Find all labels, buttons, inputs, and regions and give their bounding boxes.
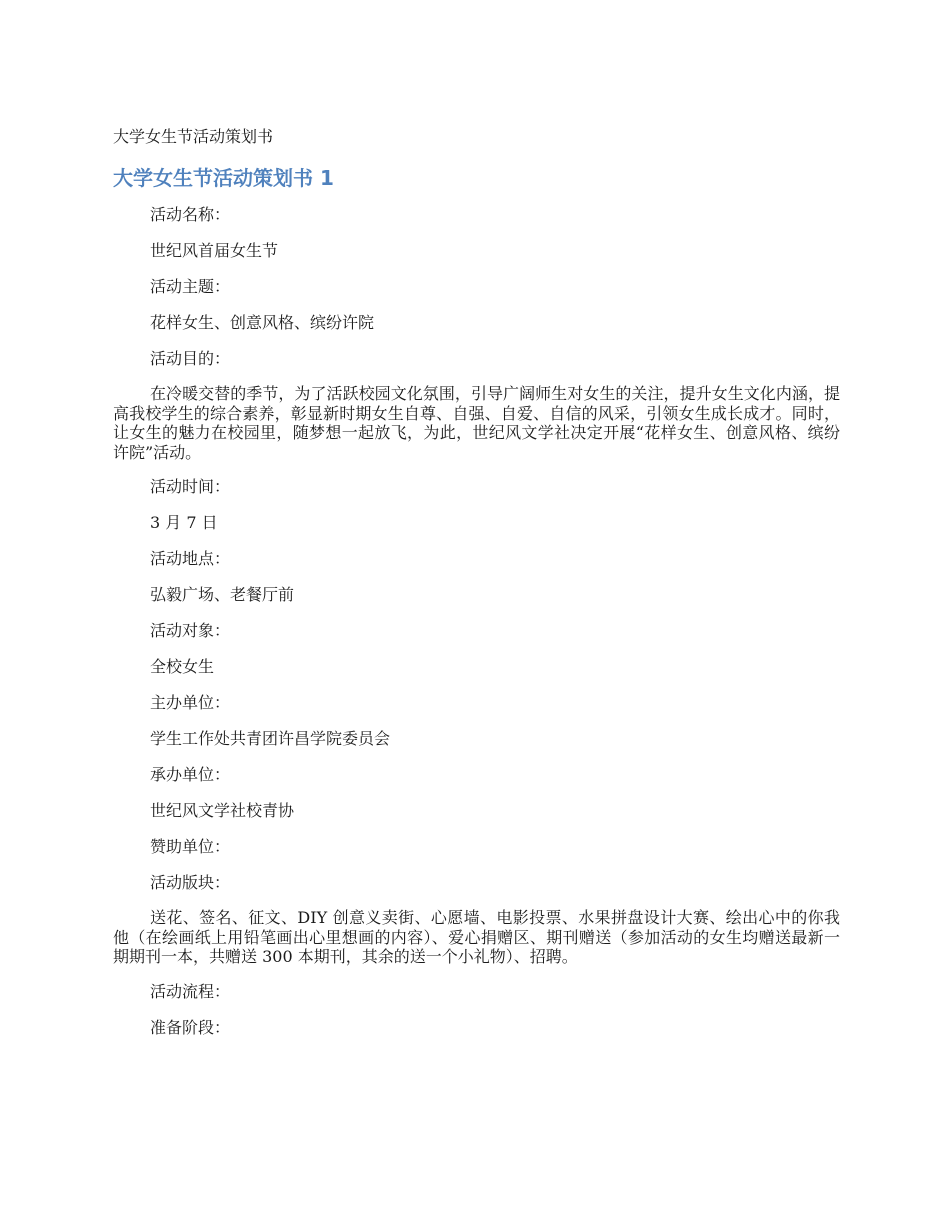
label-host-unit: 承办单位： <box>150 765 231 784</box>
value-activity-sections: 送花、签名、征文、DIY 创意义卖街、心愿墙、电影投票、水果拼盘设计大赛、绘出心中的你我他（在绘画纸上用铅笔画出心里想画的内容）、爱心捐赠区、期刊赠送（参加活动的女生均赠送最新一期期刊一本，共赠送 300 本期刊，其余的送一个小礼物）、招聘。 <box>113 908 840 966</box>
document-body <box>113 204 840 1053</box>
section-heading: 大学女生节活动策划书 1 <box>113 166 334 190</box>
label-activity-theme: 活动主题： <box>150 277 231 296</box>
label-activity-name: 活动名称： <box>150 205 231 224</box>
value-activity-theme: 花样女生、创意风格、缤纷许院 <box>150 313 375 332</box>
label-activity-audience: 活动对象： <box>150 621 231 640</box>
value-activity-time: 3 月 7 日 <box>150 513 218 532</box>
value-activity-purpose: 在冷暖交替的季节，为了活跃校园文化氛围，引导广阔师生对女生的关注，提升女生文化内涵，提高我校学生的综合素养，彰显新时期女生自尊、自强、自爱、自信的风采，引领女生成长成才。同时，让女生的魅力在校园里，随梦想一起放飞，为此，世纪风文学社决定开展“花样女生、创意风格、缤纷许院”活动。 <box>113 384 840 462</box>
label-activity-location: 活动地点： <box>150 549 231 568</box>
label-activity-time: 活动时间： <box>150 477 231 496</box>
value-activity-location: 弘毅广场、老餐厅前 <box>150 585 295 604</box>
value-organizer: 学生工作处共青团许昌学院委员会 <box>150 729 391 748</box>
label-activity-process: 活动流程： <box>150 981 231 1001</box>
value-host-unit: 世纪风文学社校青协 <box>150 801 295 820</box>
value-activity-audience: 全校女生 <box>150 657 215 676</box>
document-title: 大学女生节活动策划书 <box>113 127 274 146</box>
label-organizer: 主办单位： <box>150 693 231 712</box>
label-activity-sections: 活动版块： <box>150 873 231 892</box>
label-sponsor: 赞助单位： <box>150 837 231 856</box>
label-activity-purpose: 活动目的： <box>150 349 231 368</box>
value-activity-name: 世纪风首届女生节 <box>150 241 279 260</box>
label-preparation-stage: 准备阶段： <box>150 1017 231 1037</box>
